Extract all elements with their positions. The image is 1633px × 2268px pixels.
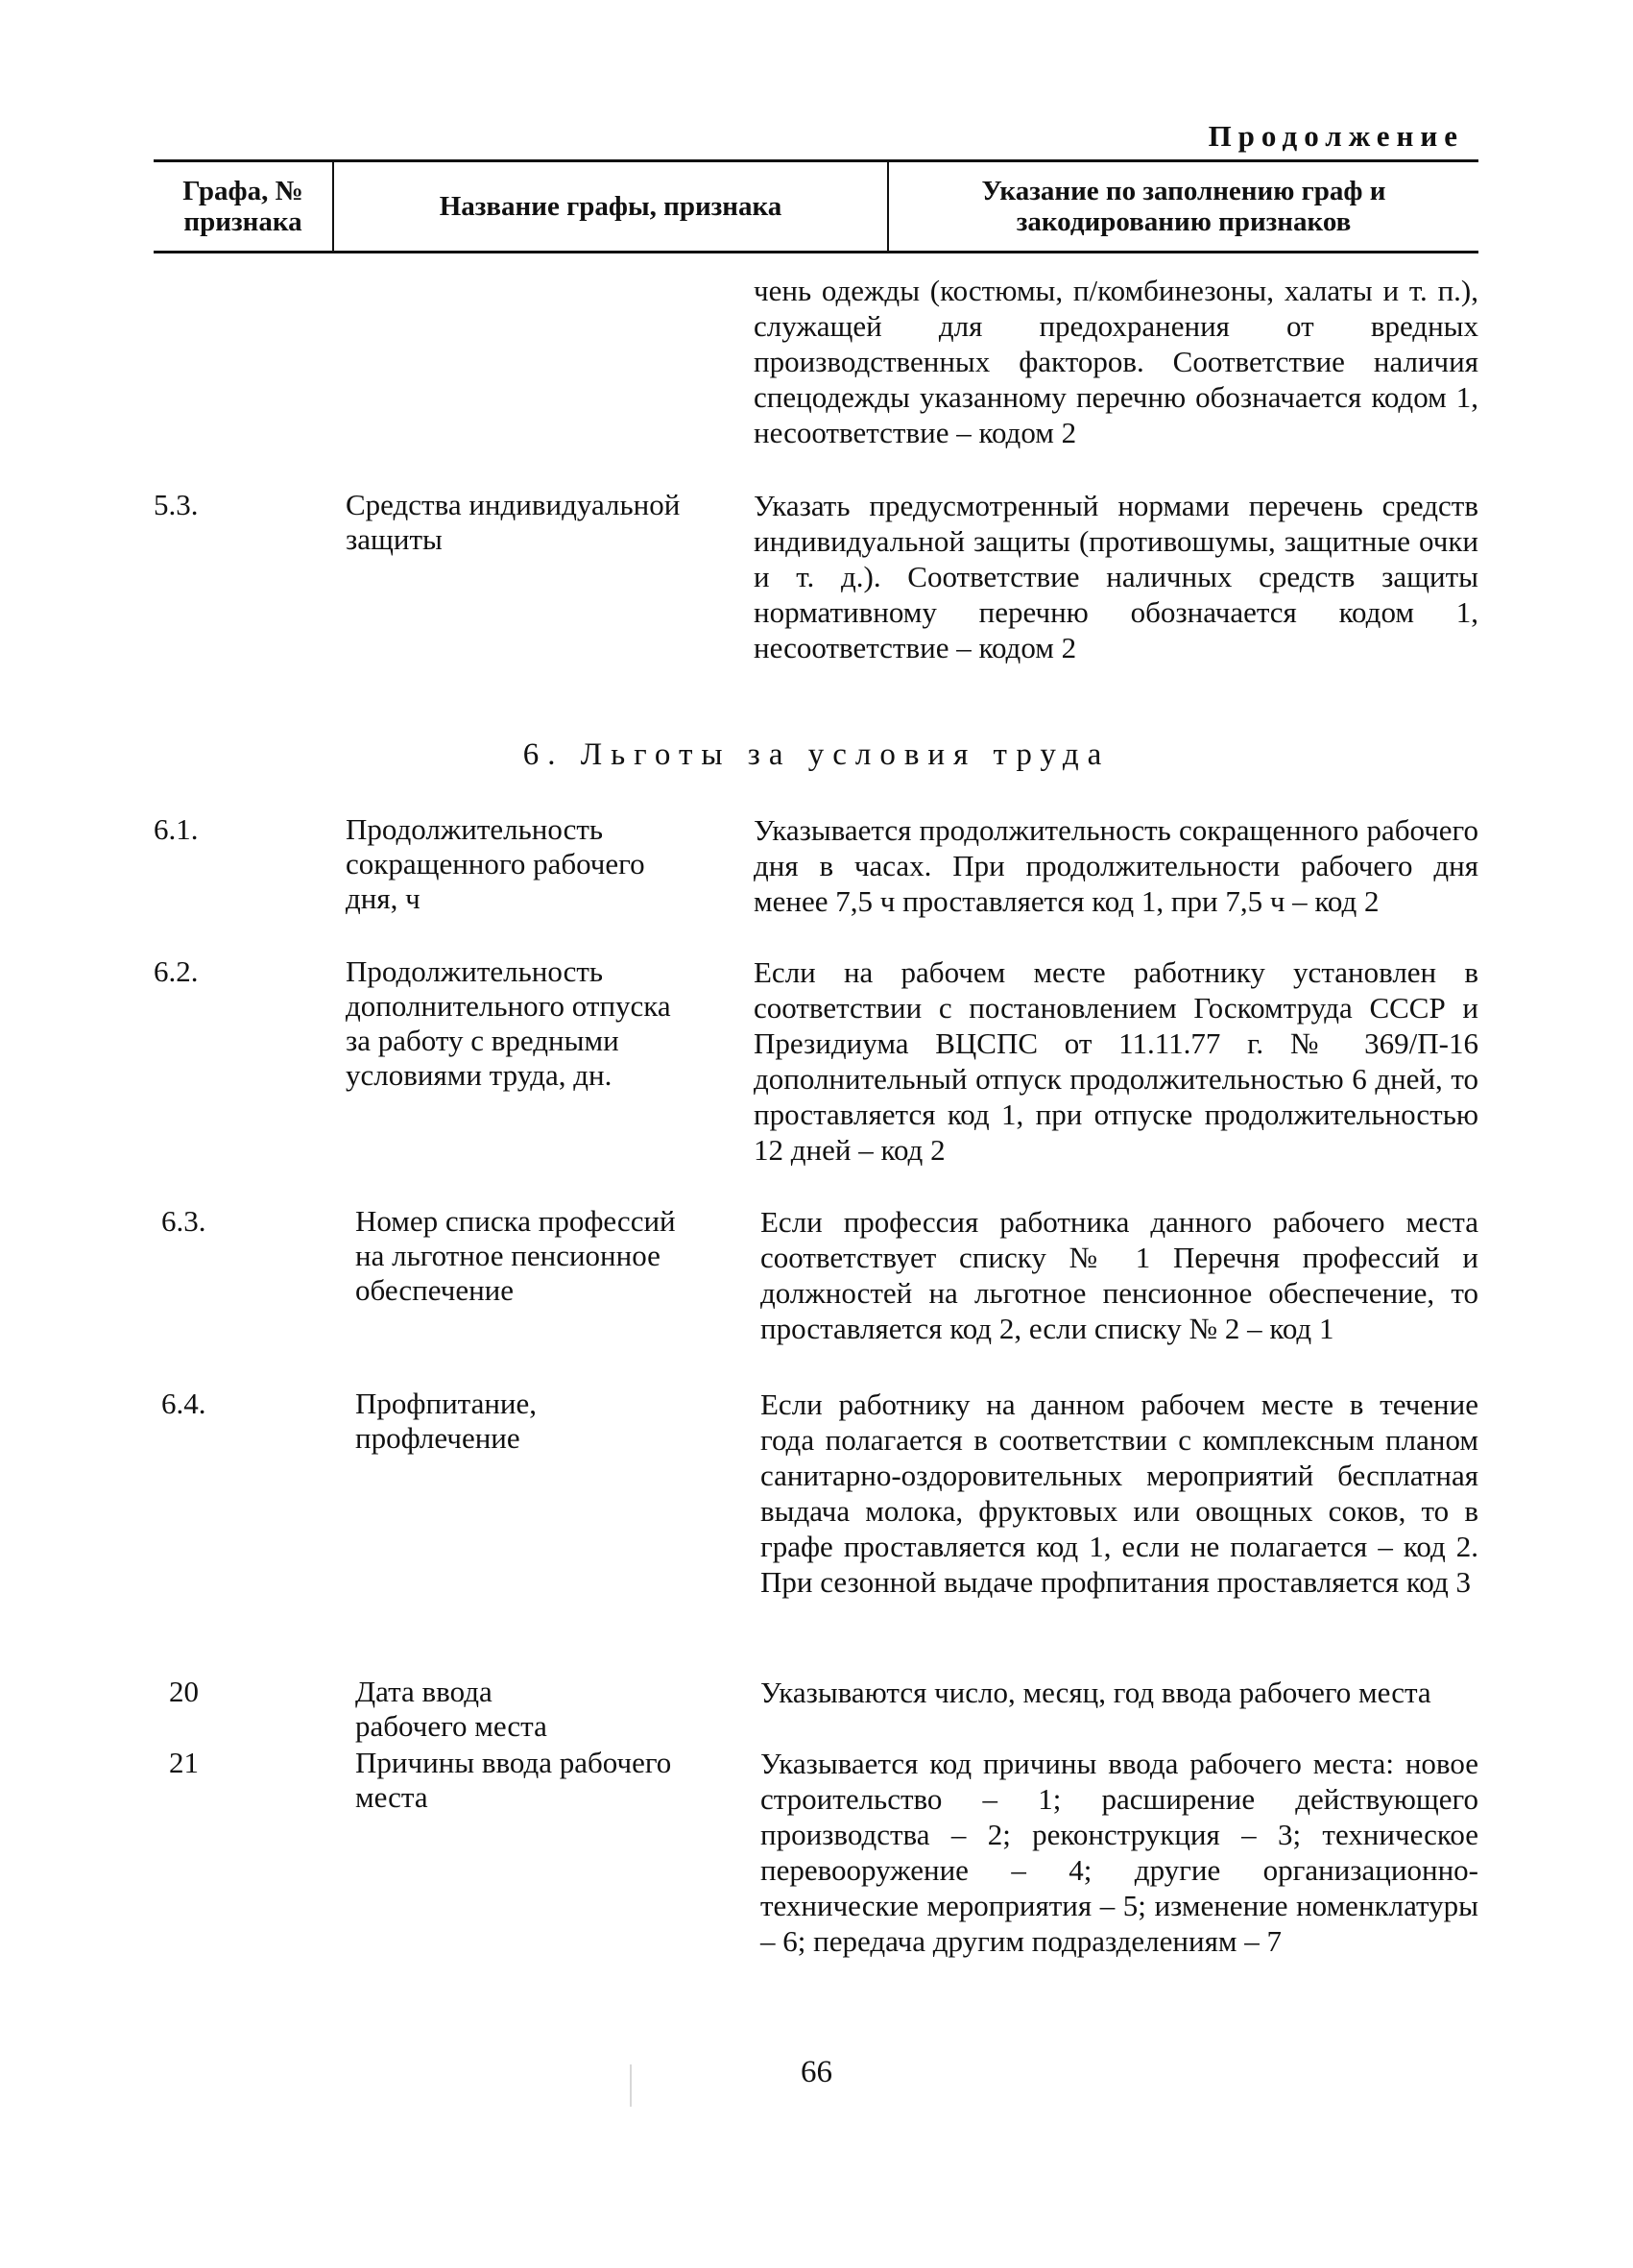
row-description: Указываются число, месяц, год ввода рабочего места bbox=[760, 1676, 1431, 1709]
row-name: Дата ввода рабочего места bbox=[355, 1675, 547, 1743]
row-name: Причины ввода рабочего места bbox=[355, 1746, 672, 1814]
row-description: Если профессия работника данного рабочего места соответствует списку № 1 Перечня профессий и должностей на льготное пенсионное обеспечение, то проставляется код 2, если списку № 2 – код 1 bbox=[760, 1205, 1478, 1345]
row-number: 6.3. bbox=[161, 1204, 206, 1238]
header-column-name: Название графы, признака bbox=[334, 162, 889, 251]
row-description: чень одежды (костюмы, п/комбинезоны, халаты и т. п.), служащей для предохранения от вредных производственных факторов. Соответствие наличия спецодежды указанному перечню обозначается кодом 1, несоответствие – кодом 2 bbox=[754, 274, 1478, 449]
row-description: Указывается код причины ввода рабочего места: новое строительство – 1; расширение действующего производства – 2; реконструкция – 3; техническое перевооружение – 4; другие организационно-технические мероприятия – 5; изменение номенклатуры – 6; передача другим подразделениям – 7 bbox=[760, 1747, 1478, 1958]
table-header bbox=[154, 159, 1478, 253]
row-number: 5.3. bbox=[154, 488, 199, 521]
continuation-label: Продолжение bbox=[1208, 119, 1464, 153]
section-title: 6. Льготы за условия труда bbox=[522, 737, 1111, 772]
row-description: Указывается продолжительность сокращенного рабочего дня в часах. При продолжительности рабочего дня менее 7,5 ч проставляется код 1, при 7,5 ч – код 2 bbox=[754, 813, 1478, 918]
row-number: 6.1. bbox=[154, 812, 199, 846]
row-name: Профпитание, профлечение bbox=[355, 1387, 538, 1455]
row-number: 21 bbox=[169, 1746, 199, 1779]
row-number: 6.2. bbox=[154, 954, 199, 988]
row-number: 20 bbox=[169, 1675, 199, 1708]
row-description: Указать предусмотренный нормами перечень средств индивидуальной защиты (противошумы, защитные очки и т. д.). Соответствие наличных средств защиты нормативному перечню обозначается кодом 1, несоответствие – кодом 2 bbox=[754, 489, 1478, 664]
row-name: Продолжительность дополнительного отпуска за работу с вредными условиями труда, дн. bbox=[346, 954, 671, 1092]
header-column-instructions: Указание по заполнению граф и закодированию признаков bbox=[981, 176, 1386, 237]
row-name: Средства индивидуальной защиты bbox=[346, 488, 681, 556]
row-name: Продолжительность сокращенного рабочего дня, ч bbox=[346, 812, 645, 915]
row-name: Номер списка профессий на льготное пенсионное обеспечение bbox=[355, 1204, 676, 1307]
header-column-number: Графа, № признака bbox=[154, 162, 334, 251]
row-number: 6.4. bbox=[161, 1387, 206, 1420]
row-description: Если работнику на данном рабочем месте в течение года полагается в соответствии с комплексным планом санитарно-оздоровительных мероприятий бесплатная выдача молока, фруктовых или овощных соков, то в графе проставляется код 1, если не полагается – код 2. При сезонной выдаче профпитания проставляется код 3 bbox=[760, 1387, 1478, 1599]
page-number: 66 bbox=[801, 2055, 832, 2089]
row-description: Если на рабочем месте работнику установлен в соответствии с постановлением Госкомтруда СССР и Президиума ВЦСПС от 11.11.77 г. № 369/П-16 дополнительный отпуск продолжительностью 6 дней, то проставляется код 1, при отпуске продолжительностью 12 дней – код 2 bbox=[754, 955, 1478, 1167]
